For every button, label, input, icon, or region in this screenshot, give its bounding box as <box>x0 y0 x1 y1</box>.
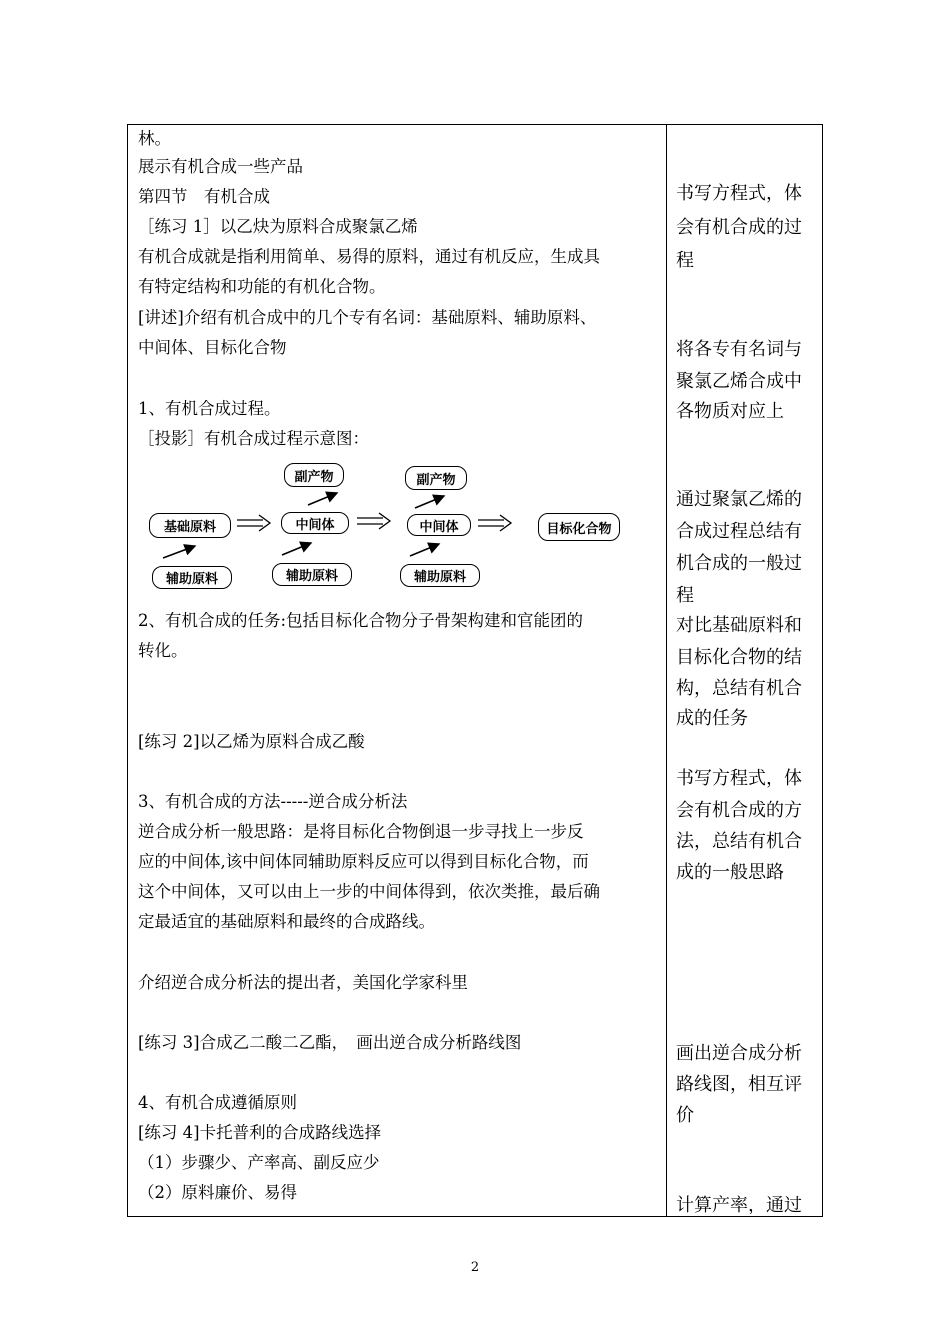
synthesis-process-diagram <box>145 458 625 593</box>
main-line: 展示有机合成一些产品 <box>138 157 303 176</box>
main-line: （1）步骤少、产率高、副反应少 <box>138 1153 380 1172</box>
side-line: 价 <box>676 1105 694 1126</box>
main-line: [练习 2]以乙烯为原料合成乙酸 <box>138 732 365 751</box>
side-line: 画出逆合成分析 <box>676 1043 802 1064</box>
main-line: [练习 3]合成乙二酸二乙酯， 画出逆合成分析路线图 <box>138 1033 522 1052</box>
double-arrow-1 <box>237 515 270 531</box>
double-arrow-3 <box>478 515 511 531</box>
arrow-aux2-to-mid1 <box>282 543 311 555</box>
main-line: 3、有机合成的方法-----逆合成分析法 <box>138 792 408 811</box>
main-line: 有特定结构和功能的有机化合物。 <box>138 277 386 296</box>
page-number: 2 <box>470 1260 480 1275</box>
double-arrow-2 <box>357 513 390 529</box>
side-line: 程 <box>676 585 694 606</box>
side-line: 书写方程式，体 <box>676 768 802 789</box>
side-line: 合成过程总结有 <box>676 521 802 542</box>
side-line: 程 <box>676 250 694 271</box>
main-line: 转化。 <box>138 641 188 660</box>
side-line: 将各专有名词与 <box>676 339 802 360</box>
auxiliary-material-box: 辅助原料 <box>272 563 352 586</box>
side-line: 各物质对应上 <box>676 401 784 422</box>
main-line: 第四节 有机合成 <box>138 187 270 206</box>
arrow-aux1-to-basic <box>163 546 195 558</box>
side-line: 构，总结有机合 <box>676 678 802 699</box>
main-line: 介绍逆合成分析法的提出者，美国化学家科里 <box>138 973 468 992</box>
main-line: 这个中间体，又可以由上一步的中间体得到，依次类推，最后确 <box>138 882 600 901</box>
main-line: 有机合成就是指利用简单、易得的原料，通过有机反应，生成具 <box>138 247 600 266</box>
auxiliary-material-box: 辅助原料 <box>152 566 232 589</box>
side-line: 书写方程式，体 <box>676 183 802 204</box>
side-line: 对比基础原料和 <box>676 615 802 636</box>
main-line: 1、有机合成过程。 <box>138 399 281 418</box>
side-line: 路线图，相互评 <box>676 1074 802 1095</box>
basic-material-box: 基础原料 <box>149 513 231 538</box>
main-column <box>138 124 660 1214</box>
byproduct-box: 副产物 <box>284 463 344 487</box>
side-line: 机合成的一般过 <box>676 553 802 574</box>
intermediate-box: 中间体 <box>281 512 349 534</box>
target-compound-box: 目标化合物 <box>538 513 620 541</box>
main-line: 定最适宜的基础原料和最终的合成路线。 <box>138 912 435 931</box>
main-line: 中间体、目标化合物 <box>138 338 287 357</box>
side-line: 通过聚氯乙烯的 <box>676 489 802 510</box>
side-line: 聚氯乙烯合成中 <box>676 371 802 392</box>
intermediate-box: 中间体 <box>407 514 471 536</box>
main-line: 4、有机合成遵循原则 <box>138 1093 297 1112</box>
auxiliary-material-box: 辅助原料 <box>400 564 480 587</box>
side-line: 计算产率，通过 <box>676 1195 802 1214</box>
main-line: 2、有机合成的任务:包括目标化合物分子骨架构建和官能团的 <box>138 611 584 630</box>
main-line: ［练习 1］以乙炔为原料合成聚氯乙烯 <box>138 217 418 236</box>
arrow-mid1-to-by1 <box>308 493 337 505</box>
main-line: 林。 <box>138 129 171 148</box>
side-line: 成的一般思路 <box>676 862 784 883</box>
side-column <box>676 124 818 1214</box>
main-line: 应的中间体,该中间体同辅助原料反应可以得到目标化合物，而 <box>138 852 589 871</box>
column-divider <box>666 124 667 1217</box>
side-line: 成的任务 <box>676 708 748 729</box>
arrow-aux3-to-mid2 <box>410 544 439 556</box>
main-line: ［投影］有机合成过程示意图： <box>138 429 369 448</box>
side-line: 法，总结有机合 <box>676 831 802 852</box>
arrow-mid2-to-by2 <box>415 496 444 508</box>
main-line: 逆合成分析一般思路：是将目标化合物倒退一步寻找上一步反 <box>138 822 584 841</box>
side-line: 会有机合成的方 <box>676 800 802 821</box>
side-line: 会有机合成的过 <box>676 217 802 238</box>
side-line: 目标化合物的结 <box>676 647 802 668</box>
byproduct-box: 副产物 <box>405 466 467 490</box>
main-line: （2）原料廉价、易得 <box>138 1183 297 1202</box>
main-line: [练习 4]卡托普利的合成路线选择 <box>138 1123 382 1142</box>
main-line: [讲述]介绍有机合成中的几个专有名词：基础原料、辅助原料、 <box>138 308 597 327</box>
